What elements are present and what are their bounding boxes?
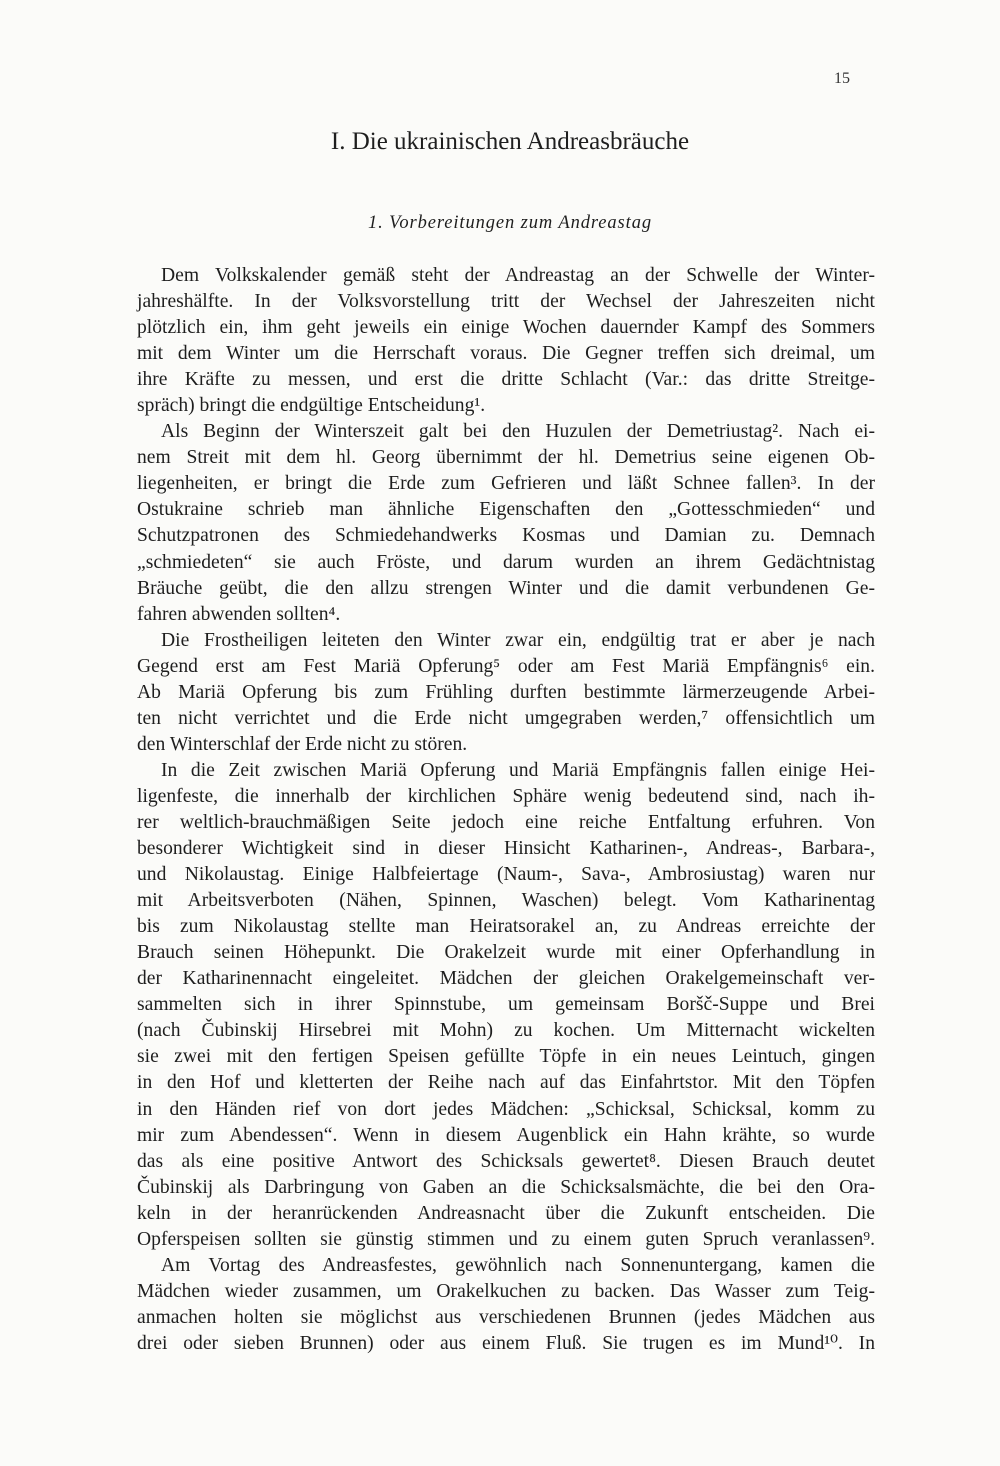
text-line: und Nikolaustag. Einige Halbfeiertage (Naum-, Sava-, Ambrosiustag) waren nur <box>137 864 875 886</box>
text-line: Bräuche geübt, die den allzu strengen Winter und die damit verbundenen Ge- <box>137 577 875 599</box>
text-line: das als eine positive Antwort des Schicksals gewertet⁸. Diesen Brauch deutet <box>137 1150 875 1172</box>
text-line: in den Hof und kletterten der Reihe nach auf das Einfahrtstor. Mit den Töpfen <box>137 1072 875 1094</box>
text-line: Ostukraine schrieb man ähnliche Eigenschaften den „Gottesschmieden“ und <box>137 499 875 521</box>
text-line: bis zum Nikolaustag stellte man Heiratsorakel an, zu Andreas erreichte der <box>137 916 875 938</box>
text-line: sie zwei mit den fertigen Speisen gefüllte Töpfe in ein neues Leintuch, gingen <box>137 1046 875 1068</box>
text-line: Gegend erst am Fest Mariä Opferung⁵ oder am Fest Mariä Empfängnis⁶ ein. <box>137 655 875 677</box>
text-line: Schutzpatronen des Schmiedehandwerks Kosmas und Damian zu. Demnach <box>137 525 875 547</box>
text-line: Ab Mariä Opferung bis zum Frühling durften bestimmte lärmerzeugende Arbei- <box>137 681 875 703</box>
text-line: in den Händen rief von dort jedes Mädchen: „Schicksal, Schicksal, komm zu <box>137 1098 875 1120</box>
text-line: „schmiedeten“ sie auch Fröste, und darum wurden an ihrem Gedächtnistag <box>137 551 875 573</box>
page-number: 15 <box>834 70 850 87</box>
text-line: plötzlich ein, ihm geht jeweils ein einige Wochen dauernder Kampf des Sommers <box>137 317 875 339</box>
text-line: rer weltlich-brauchmäßigen Seite jedoch eine reiche Entfaltung erfuhren. Von <box>137 811 875 833</box>
text-line: Als Beginn der Winterszeit galt bei den Huzulen der Demetriustag². Nach ei- <box>161 421 875 443</box>
text-line: fahren abwenden sollten⁴. <box>137 603 341 625</box>
text-line: jahreshälfte. In der Volksvorstellung tritt der Wechsel der Jahreszeiten nicht <box>137 291 875 313</box>
text-line: besonderer Wichtigkeit sind in dieser Hinsicht Katharinen-, Andreas-, Barbara-, <box>137 838 875 860</box>
text-line: anmachen holten sie möglichst aus verschiedenen Brunnen (jedes Mädchen aus <box>137 1306 875 1328</box>
text-line: keln in der heranrückenden Andreasnacht über die Zukunft entscheiden. Die <box>137 1202 875 1224</box>
text-line: mir zum Abendessen“. Wenn in diesem Augenblick ein Hahn krähte, so wurde <box>137 1124 875 1146</box>
body-text <box>137 263 875 1357</box>
text-line: ligenfeste, die innerhalb der kirchlichen Sphäre wenig bedeutend sind, nach ih- <box>137 785 875 807</box>
text-line: nem Streit mit dem hl. Georg übernimmt der hl. Demetrius seine eigenen Ob- <box>137 447 875 469</box>
text-line: In die Zeit zwischen Mariä Opferung und Mariä Empfängnis fallen einige Hei- <box>161 759 875 781</box>
text-line: ten nicht verrichtet und die Erde nicht umgegraben werden,⁷ offensichtlich um <box>137 707 875 729</box>
text-line: Die Frostheiligen leiteten den Winter zwar ein, endgültig trat er aber je nach <box>161 629 875 651</box>
text-line: Am Vortag des Andreasfestes, gewöhnlich nach Sonnenuntergang, kamen die <box>161 1254 875 1276</box>
section-title: 1. Vorbereitungen zum Andreastag <box>367 213 652 233</box>
text-line: sammelten sich in ihrer Spinnstube, um gemeinsam Boršč-Suppe und Brei <box>137 994 875 1016</box>
text-line: drei oder sieben Brunnen) oder aus einem Fluß. Sie trugen es im Mund¹⁰. In <box>137 1332 875 1354</box>
text-line: mit Arbeitsverboten (Nähen, Spinnen, Waschen) belegt. Vom Katharinentag <box>137 890 875 912</box>
text-line: Brauch seinen Höhepunkt. Die Orakelzeit wurde mit einer Opferhandlung in <box>137 942 875 964</box>
text-line: der Katharinennacht eingeleitet. Mädchen der gleichen Orakelgemeinschaft ver- <box>137 968 875 990</box>
text-line: ihre Kräfte zu messen, und erst die dritte Schlacht (Var.: das dritte Streitge- <box>137 369 875 391</box>
text-line: Mädchen wieder zusammen, um Orakelkuchen zu backen. Das Wasser zum Teig- <box>137 1280 875 1302</box>
text-line: den Winterschlaf der Erde nicht zu stören. <box>137 733 468 755</box>
text-line: Čubinskij als Darbringung von Gaben an die Schicksalsmächte, die bei den Ora- <box>137 1176 875 1198</box>
text-line: liegenheiten, er bringt die Erde zum Gefrieren und läßt Schnee fallen³. In der <box>137 473 875 495</box>
text-line: Dem Volkskalender gemäß steht der Andreastag an der Schwelle der Winter- <box>161 265 875 286</box>
text-line: (nach Čubinskij Hirsebrei mit Mohn) zu kochen. Um Mitternacht wickelten <box>137 1020 875 1042</box>
chapter-title: I. Die ukrainischen Andreasbräuche <box>330 128 690 155</box>
text-line: Opferspeisen sollten sie günstig stimmen und zu einem guten Spruch veranlassen⁹. <box>137 1228 875 1250</box>
text-line: spräch) bringt die endgültige Entscheidung¹. <box>137 395 486 417</box>
text-line: mit dem Winter um die Herrschaft voraus. Die Gegner treffen sich dreimal, um <box>137 343 875 365</box>
